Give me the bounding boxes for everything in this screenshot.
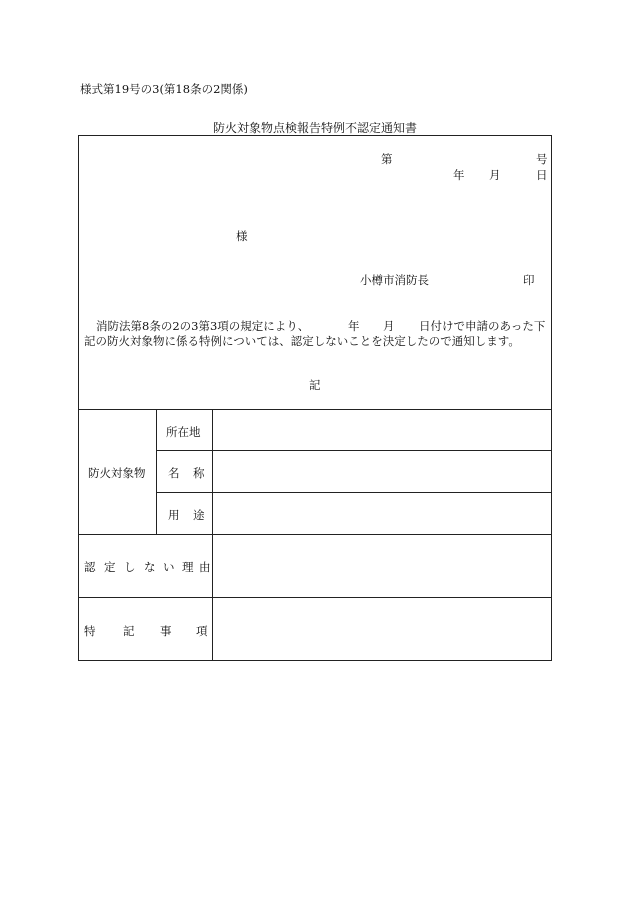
reason-char: い <box>163 560 175 574</box>
document-title: 防火対象物点検報告特例不認定通知書 <box>212 121 417 135</box>
col-divider-2 <box>212 409 213 661</box>
row-divider-4 <box>78 597 552 598</box>
row-divider-3 <box>78 534 552 535</box>
ki-label: 記 <box>309 378 321 392</box>
notes-char: 項 <box>196 624 208 638</box>
form-frame <box>78 135 552 661</box>
reason-char: 定 <box>104 560 116 574</box>
seal-mark: 印 <box>523 273 535 287</box>
reason-char: な <box>144 560 156 574</box>
notes-char: 記 <box>123 624 135 638</box>
issuer-name: 小樽市消防長 <box>360 273 429 287</box>
row-divider-2 <box>156 492 552 493</box>
body-line2: 記の防火対象物に係る特例については、認定しないことを決定したので通知します。 <box>84 334 520 348</box>
reason-char: し <box>124 560 136 574</box>
col-divider-1 <box>156 409 157 534</box>
body-line1-year: 年 <box>348 319 360 333</box>
date-month-label: 月 <box>489 168 501 182</box>
use-label-1: 用 <box>168 508 180 522</box>
body-line1-month: 月 <box>383 319 395 333</box>
body-line1-prefix: 消防法第8条の2の3第3項の規定により、 <box>96 319 310 333</box>
name-label-1: 名 <box>168 466 180 480</box>
body-line1-suffix: 日付けで申請のあった下 <box>419 319 546 333</box>
number-prefix: 第 <box>381 152 393 166</box>
notes-char: 特 <box>84 624 96 638</box>
table-top-line <box>78 409 552 410</box>
reason-char: 認 <box>84 560 96 574</box>
notes-char: 事 <box>160 624 172 638</box>
form-number-label: 様式第19号の3(第18条の2関係) <box>80 82 248 96</box>
date-year-label: 年 <box>453 168 465 182</box>
addressee-suffix: 様 <box>236 229 248 243</box>
group-label: 防火対象物 <box>88 466 146 480</box>
reason-char: 由 <box>199 560 211 574</box>
use-label-2: 途 <box>193 508 205 522</box>
number-suffix: 号 <box>536 152 548 166</box>
row-divider-1 <box>156 450 552 451</box>
reason-char: 理 <box>182 560 194 574</box>
date-day-label: 日 <box>536 168 548 182</box>
name-label-2: 称 <box>193 466 205 480</box>
location-label: 所在地 <box>166 425 201 439</box>
